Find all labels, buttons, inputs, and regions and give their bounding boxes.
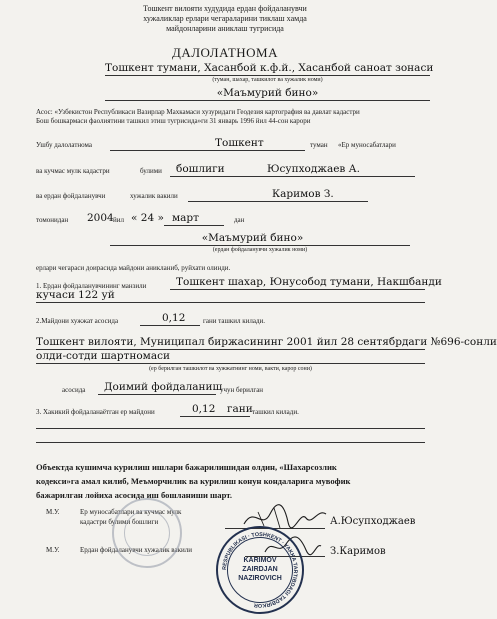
- basis-label-end: учун берилган: [220, 386, 264, 394]
- cadastre-name-value: Юсупходжаев А.: [267, 163, 360, 175]
- building-underline: [105, 100, 430, 101]
- basis-value: Доимий фойдаланиш: [104, 381, 223, 393]
- actual-area-label-end: ташкил килади.: [252, 408, 299, 416]
- document-underline-2: [36, 363, 425, 364]
- cadastre-label: ва кучмас мулк кадастри: [36, 167, 110, 175]
- document-value-2: олди-сотди шартномаси: [36, 350, 170, 362]
- actual-area-value: 0,12: [192, 403, 216, 415]
- blank-line-2: [36, 442, 425, 443]
- address-underline-2: [36, 302, 425, 303]
- location-value: Тошкент тумани, Хасанбой к.ф.й., Хасанбой саноат зонаси: [105, 62, 434, 74]
- user-rep-label: ва ердан фойдаланувчи: [36, 192, 106, 200]
- header-line-2: хужаликлар ерлари чегараларини тиклаш хамда: [143, 14, 307, 23]
- blank-line-1: [36, 428, 425, 429]
- user-rep-underline: [188, 201, 368, 202]
- date-side-label: томонидан: [36, 216, 69, 224]
- actual-area-underline: [180, 416, 250, 417]
- actual-area-unit: гани: [227, 403, 253, 415]
- notice-line-3: бажарилган лойиха асосида иш бошланиши шарт.: [36, 490, 232, 500]
- user-rep-label-2: хужалик вакили: [130, 192, 178, 200]
- area-doc-label-end: гани ташкил килади.: [203, 317, 266, 325]
- act-relations-label: «Ер муносабатлари: [338, 141, 396, 149]
- act-label: Ушбу далолатнома: [36, 141, 92, 149]
- cadastre-underline: [170, 176, 415, 177]
- date-from-label: дан: [234, 216, 245, 224]
- sign1-label-2: кадастри булими бошлиги: [80, 518, 159, 526]
- area-doc-label: 2.Майдони хужжат асосида: [36, 317, 119, 325]
- location-caption: (туман, шахар, ташкилот ва хужалик номи): [212, 77, 323, 83]
- sign1-label-1: Ер муносабатлари ва кучмас мулк: [80, 508, 182, 516]
- document-title: ДАЛОЛАТНОМА: [171, 45, 279, 60]
- act-underline: [110, 150, 305, 151]
- sign1-name: А.Юсупходжаев: [330, 516, 416, 527]
- sign2-label: Ердан фойдаланувчи хужалик вакили: [80, 546, 193, 554]
- basis-label: асосида: [62, 386, 86, 394]
- sign2-name: З.Каримов: [330, 546, 386, 557]
- act-district-label: туман: [310, 141, 328, 149]
- actual-area-label: 3. Хакикий фойдаланаётган ер майдони: [36, 408, 155, 416]
- department-seal: [112, 498, 182, 568]
- area-doc-value: 0,12: [162, 312, 186, 324]
- seal-mark-2: М.У.: [46, 546, 60, 554]
- act-district-value: Тошкент: [215, 137, 264, 149]
- header-line-3: майдонларини аниклаш тугрисида: [166, 24, 284, 33]
- address-value-1: Тошкент шахар, Юнусобод тумани, Накшбанди: [176, 276, 442, 288]
- notice-line-1: Объектда кушимча курилиш ишлари бажарилишидан олдин, «Шахарсозлик: [36, 462, 337, 472]
- stamp-name-2: ZAIRDJAN: [242, 566, 278, 573]
- header-line-1: Тошкент вилояти худудида ердан фойдаланувчи: [143, 4, 307, 13]
- date-month-underline: [164, 225, 224, 226]
- location-underline: [105, 75, 430, 76]
- area-doc-underline: [140, 325, 200, 326]
- address-label: 1. Ердан фойдаланувчининг манзили: [36, 282, 147, 290]
- seal-mark-1: М.У.: [46, 508, 60, 516]
- boundary-text: ерлари чегараси доирасида майдони аникланиб, руйхати олинди.: [36, 264, 231, 272]
- date-day-value: « 24 »: [131, 212, 164, 224]
- basis-underline: [98, 394, 216, 395]
- address-underline-1: [170, 289, 425, 290]
- date-month-value: март: [172, 212, 199, 224]
- document-caption: (ер берилган ташкилот ва хужжатнинг номи, вакти, карор сони): [149, 366, 312, 372]
- entrepreneur-stamp: [216, 526, 304, 614]
- notice-line-2: кодекси»га амал килиб, Меъморчилик ва курилиш конун кондаларига мувофик: [36, 476, 351, 486]
- basis-text-2: Бош бошкармаси фаолиятини ташкил этиш тугрисида»ги 31 январь 1996 йил 44-сон карори: [36, 117, 311, 125]
- cadastre-position-value: бошлиги: [176, 163, 225, 175]
- land-user-value: «Маъмурий бино»: [201, 232, 304, 244]
- date-year-value: 2004: [87, 212, 114, 224]
- address-value-2: кучаси 122 уй: [36, 289, 115, 301]
- basis-text-1: Асос: «Узбекистон Республикаси Вазирлар Махкамаси хузуридаги Геодезия картография ва давлат кадастри: [36, 108, 360, 116]
- building-value: «Маъмурий бино»: [216, 87, 319, 99]
- land-user-underline: [110, 245, 410, 246]
- stamp-name-3: NAZIROVICH: [238, 575, 282, 582]
- land-user-caption: (ердан фойдаланувчи хужалик номи): [212, 247, 308, 253]
- document-value-1: Тошкент вилояти, Муниципал биржасининг 2001 йил 28 сентябрдаги №696-сонли: [36, 336, 497, 348]
- user-rep-name-value: Каримов З.: [272, 188, 334, 200]
- stamp-name-1: KARIMOV: [243, 557, 277, 564]
- stamp-ring-text: RESPUBLIKASI · TOSHKENT · YAKKA TARTIBDAGI TADBIRKOR: [221, 531, 299, 609]
- date-year-label: йил: [113, 216, 124, 224]
- cadastre-dept-label: булими: [140, 167, 162, 175]
